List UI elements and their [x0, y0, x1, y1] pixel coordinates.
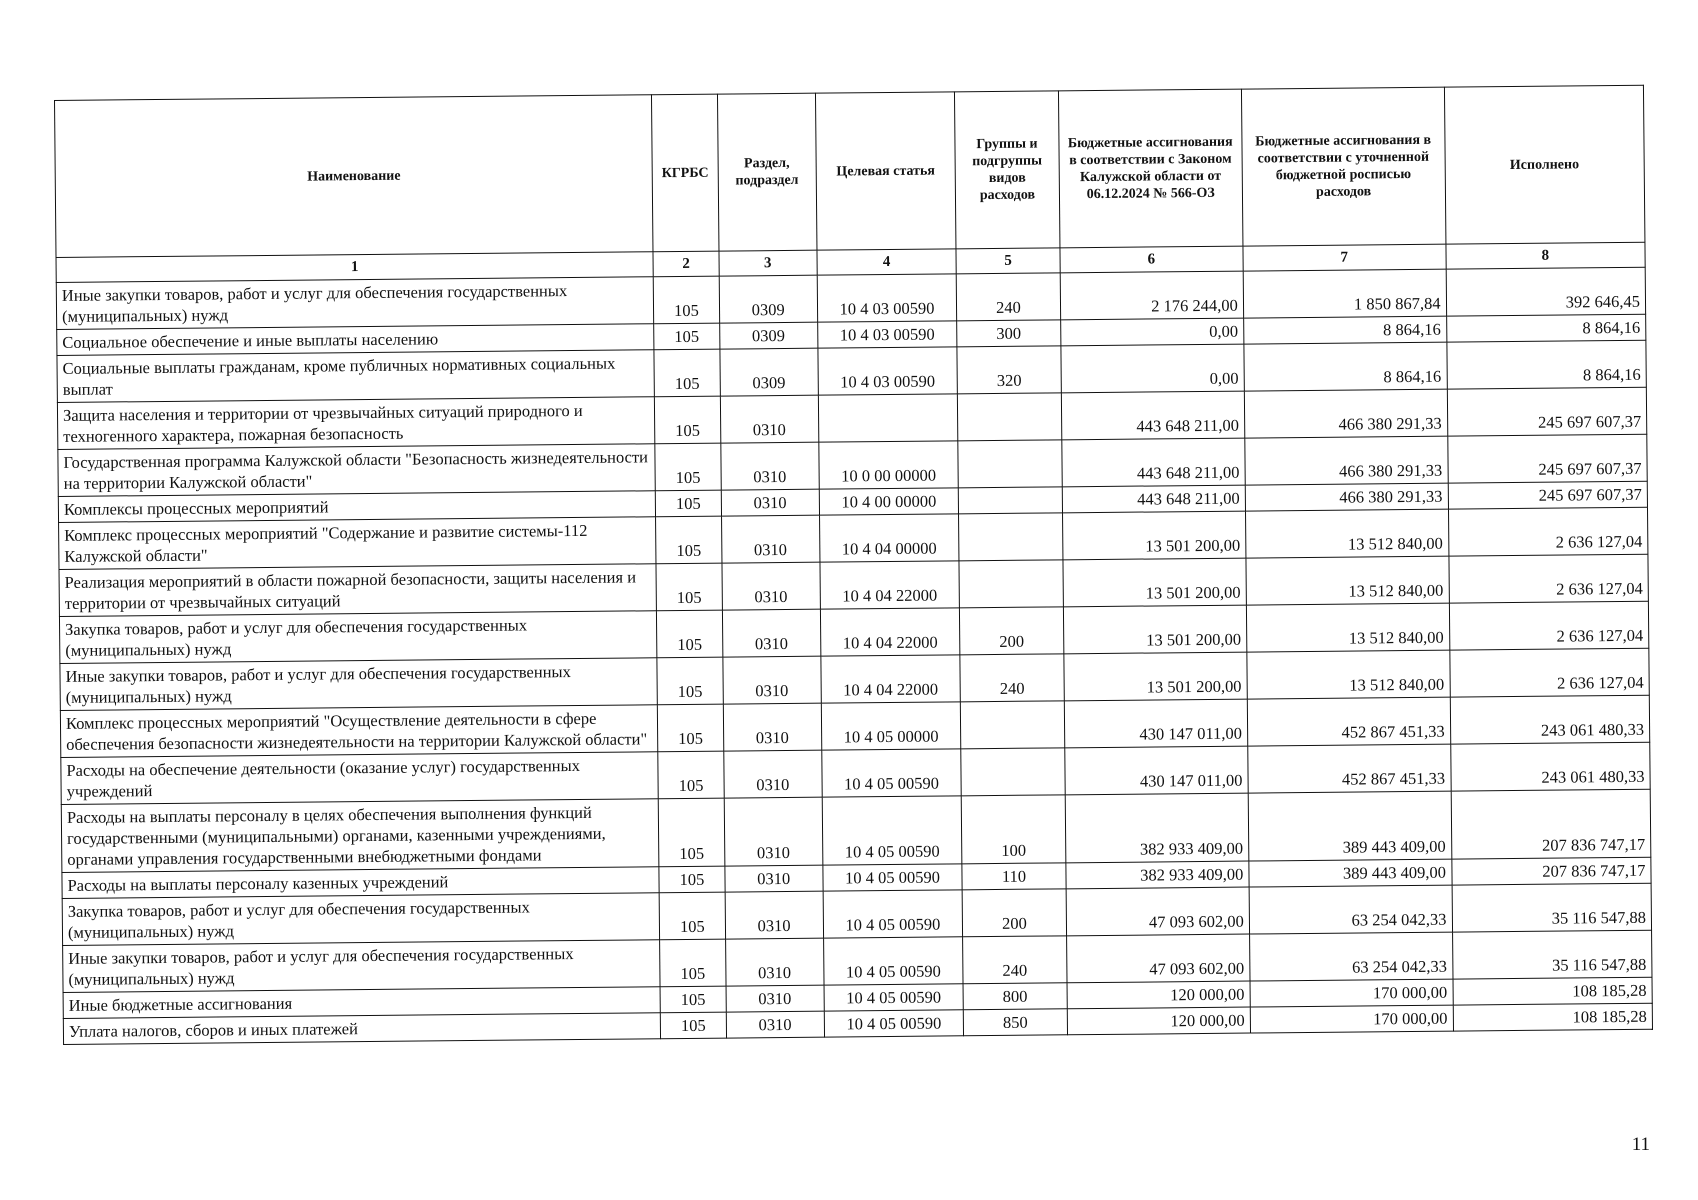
row-vid-cell: 320	[957, 346, 1061, 394]
row-ispolneno-amount-cell: 243 061 480,33	[1450, 742, 1650, 791]
row-rospis-amount-cell: 389 443 409,00	[1248, 791, 1451, 861]
row-rospis-amount-cell: 466 380 291,33	[1245, 483, 1448, 511]
row-ispolneno-amount-cell: 35 116 547,88	[1452, 883, 1652, 932]
row-celevaya-cell: 10 4 05 00590	[823, 864, 963, 891]
row-celevaya-cell: 10 4 03 00590	[817, 321, 957, 348]
row-rospis-amount-cell: 8 864,16	[1244, 342, 1447, 391]
row-rospis-amount-cell: 63 254 042,33	[1249, 885, 1452, 934]
row-ispolneno-amount-cell: 2 636 127,04	[1448, 507, 1648, 556]
row-law-amount-cell: 120 000,00	[1067, 1007, 1250, 1035]
row-razdel-cell: 0310	[725, 938, 824, 986]
row-razdel-cell: 0309	[720, 348, 819, 396]
row-celevaya-cell: 10 4 05 00590	[821, 749, 961, 797]
row-kgrbs-cell: 105	[660, 939, 726, 987]
row-name-cell: Иные закупки товаров, работ и услуг для обеспечения государственных (муниципальных) нужд	[60, 658, 658, 711]
row-kgrbs-cell: 105	[659, 892, 725, 940]
document-sheet	[54, 100, 1647, 1045]
row-vid-cell: 240	[963, 936, 1067, 984]
row-rospis-amount-cell: 466 380 291,33	[1244, 389, 1447, 438]
row-law-amount-cell: 13 501 200,00	[1064, 652, 1248, 701]
row-ispolneno-amount-cell: 245 697 607,37	[1448, 481, 1648, 509]
row-razdel-cell: 0310	[721, 489, 819, 516]
row-celevaya-cell: 10 4 05 00000	[821, 702, 961, 750]
row-rospis-amount-cell: 13 512 840,00	[1245, 509, 1448, 558]
row-ispolneno-amount-cell: 243 061 480,33	[1450, 695, 1650, 744]
row-ispolneno-amount-cell: 392 646,45	[1446, 267, 1646, 316]
row-law-amount-cell: 120 000,00	[1067, 981, 1250, 1009]
row-law-amount-cell: 443 648 211,00	[1062, 438, 1246, 487]
row-law-amount-cell: 13 501 200,00	[1063, 605, 1247, 654]
row-name-cell: Расходы на обеспечение деятельности (оказание услуг) государственных учреждений	[61, 752, 659, 805]
row-name-cell: Комплекс процессных мероприятий "Содержание и развитие системы-112 Калужской области"	[59, 517, 657, 570]
row-rospis-amount-cell: 1 850 867,84	[1243, 269, 1446, 318]
row-kgrbs-cell: 105	[657, 610, 723, 658]
row-name-cell: Расходы на выплаты персоналу в целях обеспечения выполнения функций государственными (муниципальными) органами, казенными учреждениями, органами управления государственными внебюджетными фондами	[61, 799, 659, 873]
budget-table	[54, 85, 1653, 1045]
row-kgrbs-cell: 105	[653, 276, 719, 324]
row-law-amount-cell: 382 933 409,00	[1065, 793, 1249, 863]
row-law-amount-cell: 430 147 011,00	[1064, 746, 1248, 795]
row-vid-cell: 240	[960, 654, 1064, 702]
row-kgrbs-cell: 105	[659, 866, 725, 893]
header-law: Бюджетные ассигнования в соответствии с Законом Калужской области от 06.12.2024 № 566-ОЗ	[1058, 89, 1243, 248]
row-razdel-cell: 0310	[724, 797, 823, 866]
row-rospis-amount-cell: 466 380 291,33	[1245, 436, 1448, 485]
row-razdel-cell: 0310	[726, 985, 824, 1012]
row-ispolneno-amount-cell: 8 864,16	[1446, 340, 1646, 389]
row-vid-cell: 240	[956, 273, 1060, 321]
row-ispolneno-amount-cell: 108 185,28	[1453, 1003, 1653, 1031]
page-number: 11	[1631, 1134, 1650, 1155]
table-body	[56, 267, 1652, 1044]
row-celevaya-cell: 10 4 05 00590	[824, 984, 964, 1011]
header-row	[55, 85, 1645, 257]
row-vid-cell: 800	[963, 983, 1067, 1010]
row-law-amount-cell: 47 093 602,00	[1066, 934, 1250, 983]
row-razdel-cell: 0310	[723, 703, 822, 751]
row-kgrbs-cell: 105	[658, 798, 724, 867]
row-kgrbs-cell: 105	[654, 349, 720, 397]
row-name-cell: Иные закупки товаров, работ и услуг для обеспечения государственных (муниципальных) нужд	[63, 940, 661, 993]
row-celevaya-cell: 10 4 04 22000	[821, 655, 961, 703]
row-celevaya-cell: 10 4 00 00000	[819, 488, 959, 515]
row-kgrbs-cell: 105	[660, 986, 726, 1013]
row-name-cell: Закупка товаров, работ и услуг для обеспечения государственных (муниципальных) нужд	[62, 893, 660, 946]
row-rospis-amount-cell: 13 512 840,00	[1246, 603, 1449, 652]
row-kgrbs-cell: 105	[654, 323, 720, 350]
row-vid-cell	[959, 513, 1063, 561]
column-number: 6	[1060, 246, 1243, 273]
row-name-cell: Расходы на выплаты персоналу казенных учреждений	[62, 867, 659, 899]
row-name-cell: Комплекс процессных мероприятий "Осуществление деятельности в сфере обеспечения безопасности жизнедеятельности на территории Калужской области"	[60, 705, 658, 758]
row-vid-cell	[959, 560, 1063, 608]
row-rospis-amount-cell: 63 254 042,33	[1249, 932, 1452, 981]
row-vid-cell	[961, 748, 1065, 796]
row-celevaya-cell: 10 0 00 00000	[819, 441, 959, 489]
column-number: 3	[719, 250, 817, 276]
row-celevaya-cell: 10 4 04 22000	[820, 561, 960, 609]
row-razdel-cell: 0310	[720, 395, 819, 443]
row-kgrbs-cell: 105	[655, 396, 721, 444]
row-vid-cell: 100	[961, 795, 1065, 864]
row-ispolneno-amount-cell: 245 697 607,37	[1447, 434, 1647, 483]
row-celevaya-cell: 10 4 05 00590	[822, 796, 962, 865]
row-kgrbs-cell: 105	[656, 563, 722, 611]
row-law-amount-cell: 443 648 211,00	[1062, 485, 1245, 513]
header-name: Наименование	[55, 95, 654, 258]
row-name-cell: Государственная программа Калужской области "Безопасность жизнедеятельности на территории Калужской области"	[58, 444, 656, 497]
row-name-cell: Иные бюджетные ассигнования	[63, 987, 660, 1019]
header-ispolneno: Исполнено	[1444, 85, 1645, 244]
row-celevaya-cell: 10 4 03 00590	[818, 347, 958, 395]
column-number: 7	[1243, 244, 1446, 271]
row-rospis-amount-cell: 13 512 840,00	[1247, 650, 1450, 699]
row-celevaya-cell: 10 4 05 00590	[823, 937, 963, 985]
row-vid-cell: 200	[962, 889, 1066, 937]
row-rospis-amount-cell: 170 000,00	[1250, 1005, 1453, 1033]
row-law-amount-cell: 0,00	[1060, 318, 1243, 346]
row-name-cell: Социальное обеспечение и иные выплаты населению	[57, 324, 654, 356]
row-rospis-amount-cell: 170 000,00	[1250, 979, 1453, 1007]
row-kgrbs-cell: 105	[658, 704, 724, 752]
row-name-cell: Закупка товаров, работ и услуг для обеспечения государственных (муниципальных) нужд	[59, 611, 657, 664]
row-razdel-cell: 0310	[720, 442, 819, 490]
row-ispolneno-amount-cell: 2 636 127,04	[1449, 601, 1649, 650]
row-name-cell: Комплексы процессных мероприятий	[58, 491, 655, 523]
row-name-cell: Иные закупки товаров, работ и услуг для обеспечения государственных (муниципальных) нужд	[56, 277, 654, 330]
row-celevaya-cell: 10 4 05 00590	[824, 1010, 964, 1037]
row-vid-cell: 850	[963, 1009, 1067, 1036]
row-kgrbs-cell: 105	[656, 516, 722, 564]
row-razdel-cell: 0310	[721, 515, 820, 563]
header-kgrbs: КГРБС	[652, 94, 719, 252]
row-ispolneno-amount-cell: 2 636 127,04	[1449, 648, 1649, 697]
row-ispolneno-amount-cell: 2 636 127,04	[1448, 554, 1648, 603]
row-name-cell: Уплата налогов, сборов и иных платежей	[63, 1013, 660, 1045]
row-razdel-cell: 0310	[723, 656, 822, 704]
row-razdel-cell: 0310	[725, 891, 824, 939]
row-vid-cell: 300	[957, 320, 1061, 347]
row-celevaya-cell: 10 4 03 00590	[817, 274, 957, 322]
row-kgrbs-cell: 105	[657, 657, 723, 705]
row-law-amount-cell: 13 501 200,00	[1063, 558, 1247, 607]
column-number: 2	[653, 251, 719, 277]
row-rospis-amount-cell: 8 864,16	[1243, 316, 1446, 344]
row-celevaya-cell: 10 4 04 22000	[820, 608, 960, 656]
row-vid-cell	[961, 701, 1065, 749]
row-vid-cell	[958, 487, 1062, 514]
row-name-cell: Реализация мероприятий в области пожарной безопасности, защиты населения и территории от чрезвычайных ситуаций	[59, 564, 657, 617]
column-number: 8	[1445, 242, 1645, 269]
row-razdel-cell: 0309	[719, 322, 817, 349]
row-ispolneno-amount-cell: 245 697 607,37	[1447, 387, 1647, 436]
row-celevaya-cell: 10 4 04 00000	[819, 514, 959, 562]
column-number: 1	[56, 252, 653, 283]
row-rospis-amount-cell: 389 443 409,00	[1249, 859, 1452, 887]
row-law-amount-cell: 13 501 200,00	[1062, 511, 1246, 560]
row-law-amount-cell: 47 093 602,00	[1066, 887, 1250, 936]
header-vid: Группы и подгруппы видов расходов	[955, 91, 1060, 249]
row-kgrbs-cell: 105	[661, 1012, 727, 1039]
row-ispolneno-amount-cell: 35 116 547,88	[1452, 930, 1652, 979]
row-law-amount-cell: 443 648 211,00	[1061, 391, 1245, 440]
row-kgrbs-cell: 105	[658, 751, 724, 799]
row-law-amount-cell: 382 933 409,00	[1066, 861, 1249, 889]
row-razdel-cell: 0310	[722, 562, 821, 610]
row-vid-cell	[958, 440, 1062, 488]
row-name-cell: Защита населения и территории от чрезвычайных ситуаций природного и техногенного характера, пожарная безопасность	[57, 397, 655, 450]
row-razdel-cell: 0310	[723, 750, 822, 798]
row-law-amount-cell: 2 176 244,00	[1060, 271, 1244, 320]
row-ispolneno-amount-cell: 8 864,16	[1446, 314, 1646, 342]
row-kgrbs-cell: 105	[655, 443, 721, 491]
row-ispolneno-amount-cell: 207 836 747,17	[1451, 857, 1651, 885]
row-rospis-amount-cell: 13 512 840,00	[1246, 556, 1449, 605]
row-razdel-cell: 0309	[719, 275, 818, 323]
column-number: 4	[817, 249, 957, 275]
header-rospis: Бюджетные ассигнования в соответствии с уточненной бюджетной росписью расходов	[1241, 87, 1445, 246]
row-law-amount-cell: 430 147 011,00	[1064, 699, 1248, 748]
row-ispolneno-amount-cell: 108 185,28	[1453, 977, 1653, 1005]
row-razdel-cell: 0310	[726, 1011, 824, 1038]
header-celevaya: Целевая статья	[815, 92, 956, 250]
row-vid-cell: 200	[960, 607, 1064, 655]
row-name-cell: Социальные выплаты гражданам, кроме публичных нормативных социальных выплат	[57, 350, 655, 403]
row-rospis-amount-cell: 452 867 451,33	[1248, 744, 1451, 793]
row-celevaya-cell: 10 4 05 00590	[823, 890, 963, 938]
row-ispolneno-amount-cell: 207 836 747,17	[1451, 789, 1651, 859]
row-razdel-cell: 0310	[725, 865, 823, 892]
row-celevaya-cell	[818, 394, 958, 442]
column-number: 5	[956, 248, 1060, 274]
row-kgrbs-cell: 105	[656, 490, 722, 517]
row-rospis-amount-cell: 452 867 451,33	[1247, 697, 1450, 746]
header-razdel: Раздел, подраздел	[717, 93, 817, 251]
row-razdel-cell: 0310	[722, 609, 821, 657]
row-vid-cell: 110	[962, 863, 1066, 890]
row-law-amount-cell: 0,00	[1061, 344, 1245, 393]
row-vid-cell	[958, 393, 1062, 441]
